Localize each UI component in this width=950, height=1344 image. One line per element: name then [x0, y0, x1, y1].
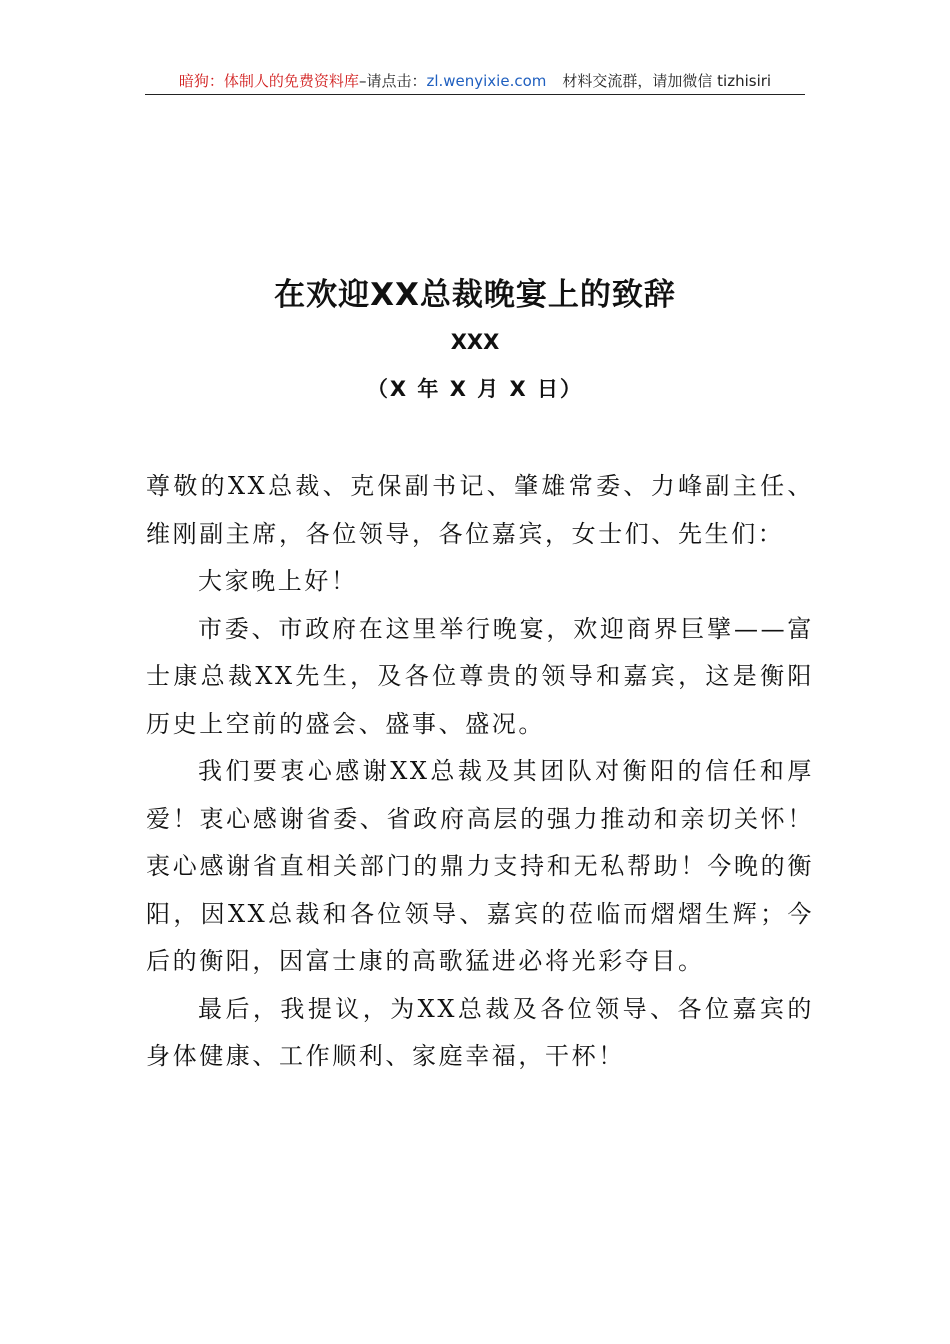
header-link[interactable]: zl.wenyixie.com	[426, 72, 547, 90]
paragraph-welcome: 市委、市政府在这里举行晚宴，欢迎商界巨擘——富士康总裁XX先生，及各位尊贵的领导和嘉宾，这是衡阳历史上空前的盛会、盛事、盛况。	[146, 614, 814, 738]
document-date: （X 年 X 月 X 日）	[366, 377, 584, 401]
document-title: 在欢迎XX总裁晚宴上的致辞	[274, 277, 676, 313]
salutation: 尊敬的XX总裁、克保副书记、肇雄常委、力峰副主任、维刚副主席，各位领导，各位嘉宾，女士们、先生们：	[146, 472, 814, 548]
paragraph-thanks: 我们要衷心感谢XX总裁及其团队对衡阳的信任和厚爱！衷心感谢省委、省政府高层的强力推动和亲切关怀！衷心感谢省直相关部门的鼎力支持和无私帮助！今晚的衡阳，因XX总裁和各位领导、嘉宾的莅临而熠熠生辉；今后的衡阳，因富士康的高歌猛进必将光彩夺目。	[146, 757, 814, 975]
paragraph-greeting: 大家晚上好！	[198, 567, 358, 595]
header-brand: 暗狗：体制人的免费资料库	[178, 72, 359, 90]
page-header	[145, 68, 805, 95]
paragraph-toast: 最后，我提议，为XX总裁及各位领导、各位嘉宾的身体健康、工作顺利、家庭幸福，干杯！	[146, 994, 814, 1070]
document-body	[146, 463, 814, 1081]
document-author: XXX	[450, 330, 500, 354]
header-click-prefix: –请点击：	[358, 72, 427, 90]
header-group-note: 材料交流群，请加微信 tizhisiri	[562, 72, 772, 90]
